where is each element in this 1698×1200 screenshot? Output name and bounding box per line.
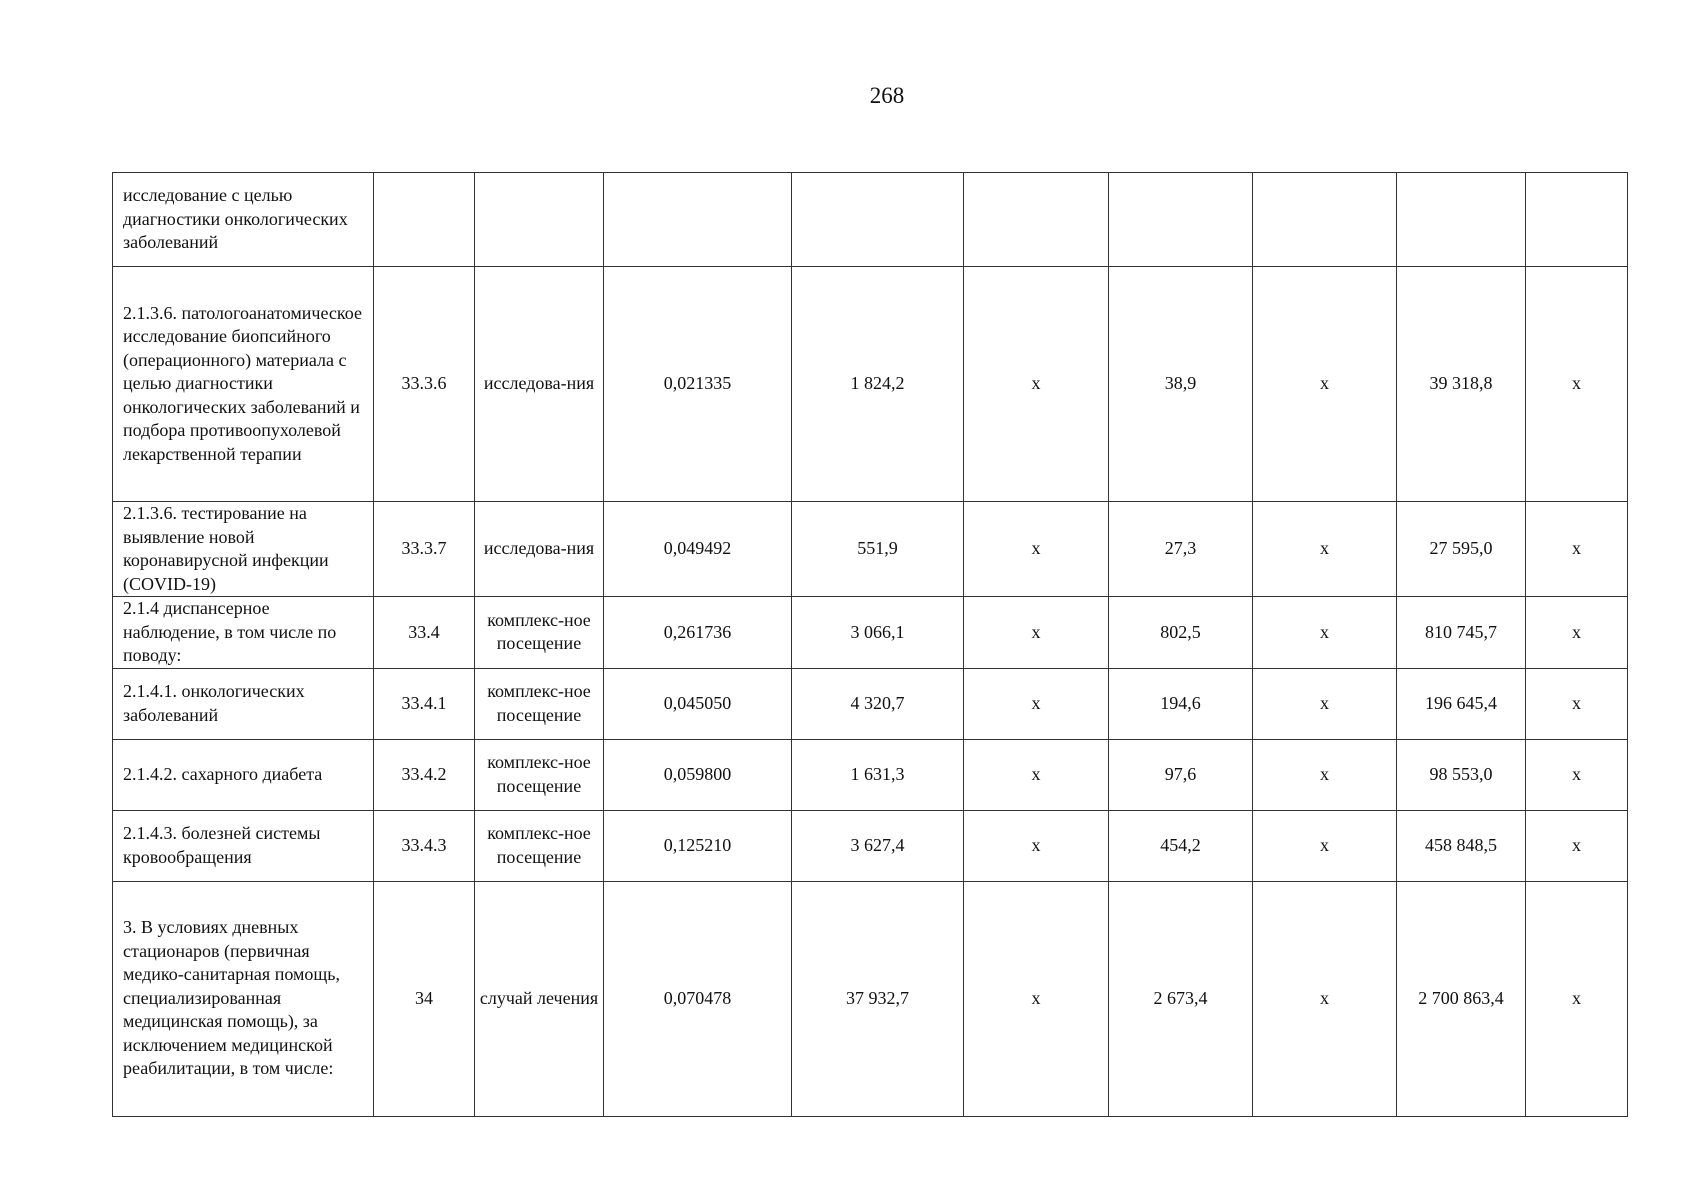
row-cell: х <box>1526 668 1628 739</box>
row-norm-cell: 0,049492 <box>604 502 792 597</box>
row-cell: 194,6 <box>1109 668 1253 739</box>
row-cost-cell: 3 627,4 <box>792 810 964 881</box>
row-name-cell: 2.1.3.6. тестирование на выявление новой коронавирусной инфекции (COVID-19) <box>113 502 374 597</box>
row-cell: 802,5 <box>1109 597 1253 669</box>
row-cell: 27 595,0 <box>1397 502 1526 597</box>
row-unit-cell: исследова-ния <box>475 267 604 502</box>
row-code-cell: 33.4 <box>374 597 475 669</box>
row-cell: 2 700 863,4 <box>1397 881 1526 1116</box>
row-cell: 458 848,5 <box>1397 810 1526 881</box>
data-table <box>112 172 1628 1117</box>
row-cell: х <box>964 810 1109 881</box>
row-name-cell: 2.1.4.1. онкологических заболеваний <box>113 668 374 739</box>
row-unit-cell: комплекс-ное посещение <box>475 810 604 881</box>
row-name-cell: 2.1.4 диспансерное наблюдение, в том числе по поводу: <box>113 597 374 669</box>
row-code-cell <box>374 173 475 267</box>
table-row <box>113 668 1628 739</box>
row-cell: х <box>1253 597 1397 669</box>
row-name-cell: 2.1.4.2. сахарного диабета <box>113 739 374 810</box>
row-code-cell: 34 <box>374 881 475 1116</box>
page-number: 268 <box>869 83 905 108</box>
row-cell: х <box>1526 881 1628 1116</box>
row-code-cell: 33.4.3 <box>374 810 475 881</box>
row-cost-cell: 1 631,3 <box>792 739 964 810</box>
row-cell: 38,9 <box>1109 267 1253 502</box>
row-cost-cell: 37 932,7 <box>792 881 964 1116</box>
row-name-cell: исследование с целью диагностики онкологических заболеваний <box>113 173 374 267</box>
row-code-cell: 33.3.6 <box>374 267 475 502</box>
row-cell: х <box>964 267 1109 502</box>
table-row <box>113 597 1628 669</box>
row-name-cell: 2.1.3.6. патологоанатомическое исследование биопсийного (операционного) материала с целью диагностики онкологических заболеваний и подбора противоопухолевой лекарственной терапии <box>113 267 374 502</box>
row-norm-cell: 0,125210 <box>604 810 792 881</box>
row-unit-cell <box>475 173 604 267</box>
row-cell <box>1253 173 1397 267</box>
row-unit-cell: комплекс-ное посещение <box>475 739 604 810</box>
row-cell <box>1397 173 1526 267</box>
row-cell: х <box>1253 502 1397 597</box>
row-cost-cell <box>792 173 964 267</box>
row-cell: х <box>1526 597 1628 669</box>
table-row <box>113 502 1628 597</box>
row-cost-cell: 551,9 <box>792 502 964 597</box>
table-row <box>113 810 1628 881</box>
row-cell: х <box>1526 267 1628 502</box>
row-norm-cell: 0,021335 <box>604 267 792 502</box>
row-cell: 454,2 <box>1109 810 1253 881</box>
row-name-cell: 2.1.4.3. болезней системы кровообращения <box>113 810 374 881</box>
row-cell: х <box>1253 810 1397 881</box>
row-norm-cell <box>604 173 792 267</box>
row-cell: 196 645,4 <box>1397 668 1526 739</box>
row-norm-cell: 0,261736 <box>604 597 792 669</box>
row-cell: х <box>964 597 1109 669</box>
row-cell: х <box>1253 881 1397 1116</box>
row-unit-cell: комплекс-ное посещение <box>475 597 604 669</box>
row-cell: х <box>1526 502 1628 597</box>
row-cost-cell: 1 824,2 <box>792 267 964 502</box>
row-cell: х <box>964 502 1109 597</box>
row-cell <box>964 173 1109 267</box>
row-cell: х <box>1253 267 1397 502</box>
row-cell: 27,3 <box>1109 502 1253 597</box>
row-cell: х <box>964 668 1109 739</box>
row-cell <box>1526 173 1628 267</box>
row-code-cell: 33.3.7 <box>374 502 475 597</box>
row-code-cell: 33.4.1 <box>374 668 475 739</box>
row-cell: х <box>1253 739 1397 810</box>
table-row <box>113 881 1628 1116</box>
row-unit-cell: комплекс-ное посещение <box>475 668 604 739</box>
row-norm-cell: 0,059800 <box>604 739 792 810</box>
row-norm-cell: 0,070478 <box>604 881 792 1116</box>
row-unit-cell: случай лечения <box>475 881 604 1116</box>
row-cell: 39 318,8 <box>1397 267 1526 502</box>
row-cell <box>1109 173 1253 267</box>
row-code-cell: 33.4.2 <box>374 739 475 810</box>
row-cell: 97,6 <box>1109 739 1253 810</box>
row-unit-cell: исследова-ния <box>475 502 604 597</box>
table-row <box>113 739 1628 810</box>
row-cell: х <box>1526 810 1628 881</box>
table-row <box>113 173 1628 267</box>
row-cell: х <box>1253 668 1397 739</box>
table-row <box>113 267 1628 502</box>
row-cost-cell: 3 066,1 <box>792 597 964 669</box>
row-cell: 2 673,4 <box>1109 881 1253 1116</box>
row-cost-cell: 4 320,7 <box>792 668 964 739</box>
row-cell: х <box>964 881 1109 1116</box>
row-cell: х <box>1526 739 1628 810</box>
row-name-cell: 3. В условиях дневных стационаров (первичная медико-санитарная помощь, специализированная медицинская помощь), за исключением медицинской реабилитации, в том числе: <box>113 881 374 1116</box>
row-cell: 98 553,0 <box>1397 739 1526 810</box>
row-cell: х <box>964 739 1109 810</box>
row-norm-cell: 0,045050 <box>604 668 792 739</box>
row-cell: 810 745,7 <box>1397 597 1526 669</box>
